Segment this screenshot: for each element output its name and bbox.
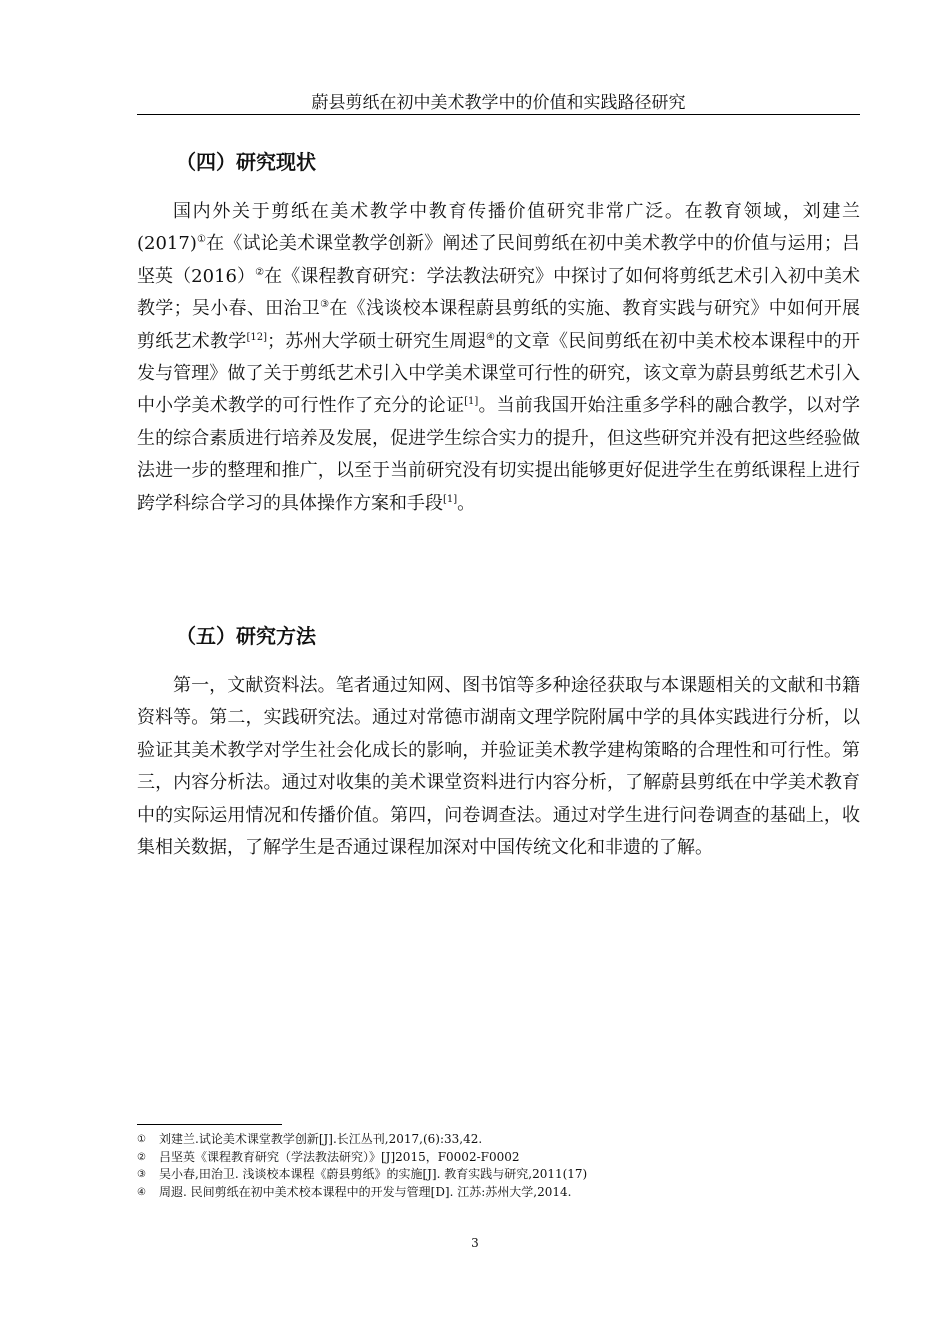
footnote-item: ④ 周遐. 民间剪纸在初中美术校本课程中的开发与管理[D]. 江苏:苏州大学,2014. <box>137 1184 572 1199</box>
paragraph-research-methods: 第一，文献资料法。笔者通过知网、图书馆等多种途径获取与本课题相关的文献和书籍资料等。第二，实践研究法。通过对常德市湖南文理学院附属中学的具体实践进行分析，以验证其美术教学对学生社会化成长的影响，并验证美术教学建构策略的合理性和可行性。第三，内容分析法。通过对收集的美术课堂资料进行内容分析，了解蔚县剪纸在中学美术教育中的实际运用情况和传播价值。第四，问卷调查法。通过对学生进行问卷调查的基础上，收集相关数据，了解学生是否通过课程加深对中国传统文化和非遗的了解。 <box>137 675 860 859</box>
footnote-item: ③ 吴小春,田治卫. 浅谈校本课程《蔚县剪纸》的实施[J]. 教育实践与研究,2011(17) <box>137 1167 588 1181</box>
section-heading-status: （四）研究现状 <box>176 150 316 174</box>
footnote-item: ① 刘建兰.试论美术课堂教学创新[J].长江丛刊,2017,(6):33,42. <box>137 1132 483 1146</box>
header-rule <box>137 114 860 115</box>
running-header: 蔚县剪纸在初中美术教学中的价值和实践路径研究 <box>311 93 686 113</box>
footnote-rule <box>137 1124 282 1125</box>
footnotes <box>137 1131 860 1201</box>
section-heading-methods: （五）研究方法 <box>176 624 316 648</box>
paragraph-research-status: 国内外关于剪纸在美术教学中教育传播价值研究非常广泛。在教育领域，刘建兰(2017)①在《试论美术课堂教学创新》阐述了民间剪纸在初中美术教学中的价值与运用；吕坚英（2016）②在《课程教育研究：学法教法研究》中探讨了如何将剪纸艺术引入初中美术教学；吴小春、田治卫③在《浅谈校本课程蔚县剪纸的实施、教育实践与研究》中如何开展剪纸艺术教学[12]；苏州大学硕士研究生周遐④的文章《民间剪纸在初中美术校本课程中的开发与管理》做了关于剪纸艺术引入中学美术课堂可行性的研究，该文章为蔚县剪纸艺术引入中小学美术教学的可行性作了充分的论证[1]。当前我国开始注重多学科的融合教学，以对学生的综合素质进行培养及发展，促进学生综合实力的提升，但这些研究并没有把这些经验做法进一步的整理和推广，以至于当前研究没有切实提出能够更好促进学生在剪纸课程上进行跨学科综合学习的具体操作方案和手段[1]。 <box>137 201 861 514</box>
footnote-item: ② 吕坚英《课程教育研究（学法教法研究）》[J]2015，F0002-F0002 <box>137 1149 520 1164</box>
page-number: 3 <box>471 1236 479 1250</box>
